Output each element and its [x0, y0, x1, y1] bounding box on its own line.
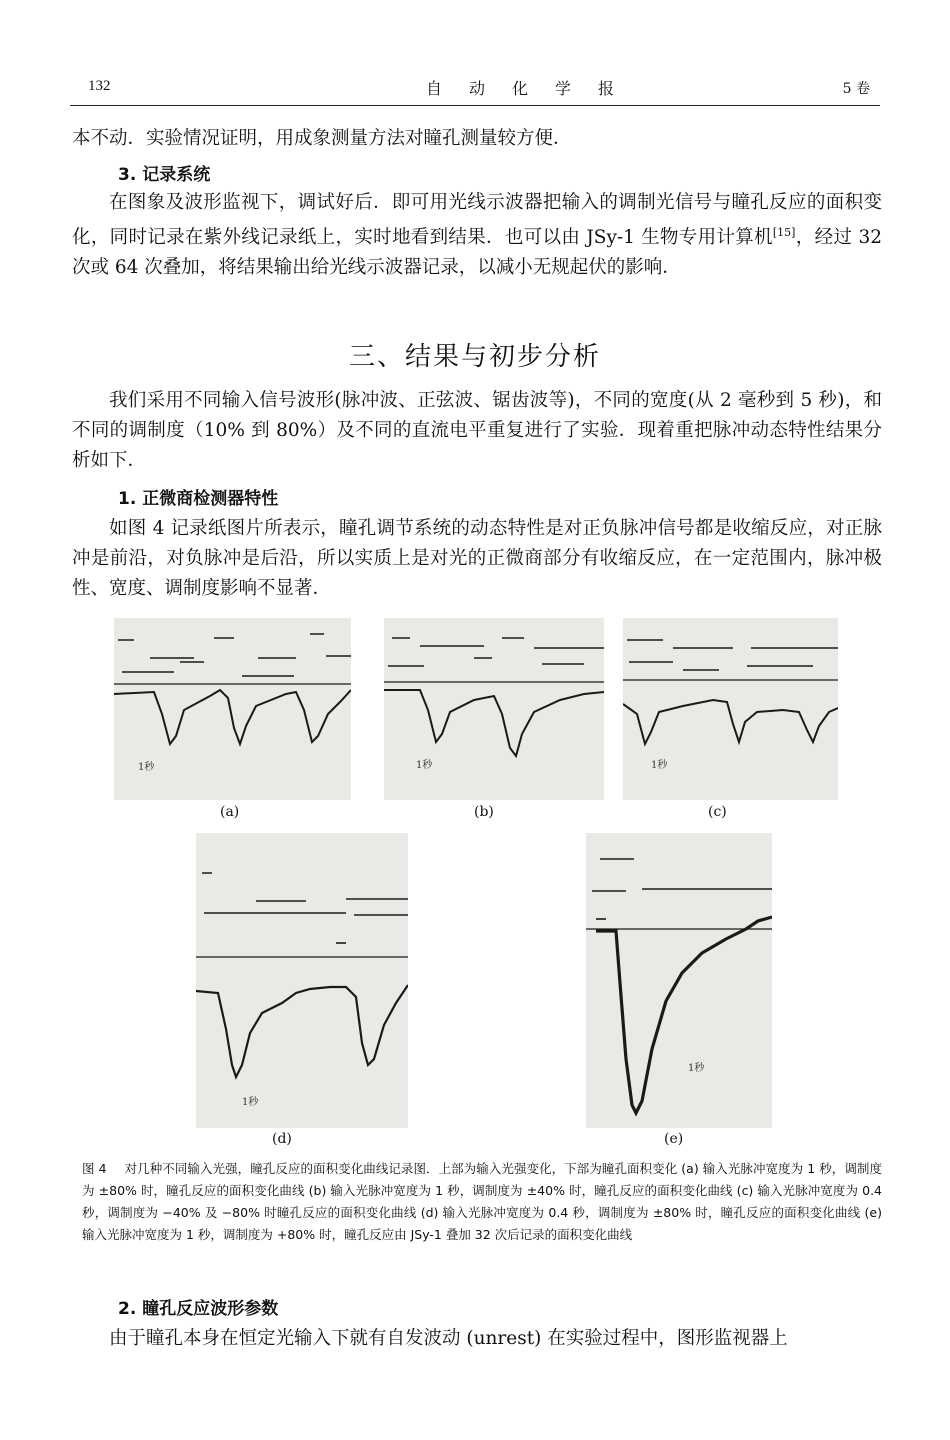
- scale-mark-c: 1秒: [651, 760, 668, 771]
- paragraph-results-intro: 我们采用不同输入信号波形(脉冲波、正弦波、锯齿波等)，不同的宽度(从 2 毫秒到 5 秒)，和不同的调制度（10% 到 80%）及不同的直流电平重复进行了实验．现着重把脉冲动态特性结果分析如下．: [72, 390, 882, 471]
- page-number: 132: [88, 78, 111, 94]
- figure-panel-a: [114, 618, 351, 800]
- trace-b: [384, 618, 604, 800]
- caption-figure-number: 图 4: [82, 1161, 107, 1176]
- recording-text-a: 在图象及波形监视下，调试好后．即可用光线示波器把输入的调制光信号与瞳孔反应的面积变化，同时记录在紫外线记录纸上，实时地看到结果．也可以由 JSy-1 生物专用计算机: [72, 192, 882, 249]
- caption-text: 对几种不同输入光强，瞳孔反应的面积变化曲线记录图．上部为输入光强变化，下部为瞳孔面积变化 (a) 输入光脉冲宽度为 1 秒，调制度为 ±80% 时，瞳孔反应的面积变化曲线 (b) 输入光脉冲宽度为 1 秒，调制度为 ±40% 时，瞳孔反应的面积变化曲线 (c) 输入光脉冲宽度为 0.4 秒，调制度为 −40% 及 −80% 时瞳孔反应的面积变化曲线 (d) 输入光脉冲宽度为 0.4 秒，调制度为 ±80% 时，瞳孔反应的面积变化曲线 (e) 输入光脉冲宽度为 1 秒，调制度为 +80% 时，瞳孔反应由 JSy-1 叠加 32 次后记录的面积变化曲线: [82, 1161, 882, 1242]
- scale-mark-b: 1秒: [416, 760, 433, 771]
- label-d: (d): [272, 1131, 292, 1147]
- figure-caption: [82, 1158, 882, 1246]
- figure-panel-b: [384, 618, 604, 800]
- figure-panel-d: [196, 833, 408, 1128]
- paragraph-detector: 如图 4 记录纸图片所表示，瞳孔调节系统的动态特性是对正负脉冲信号都是收缩反应，对正脉冲是前沿，对负脉冲是后沿，所以实质上是对光的正微商部分有收缩反应，在一定范围内，脉冲极性、宽度、调制度影响不显著．: [72, 518, 882, 599]
- heading-recording-system: 3. 记录系统: [118, 165, 211, 185]
- volume-label: 5 卷: [842, 81, 870, 97]
- label-a: (a): [220, 804, 240, 820]
- trace-c: [623, 618, 838, 800]
- reference-mark: [15]: [772, 226, 796, 239]
- recording-text-b: ，经过 32 次或 64 次叠加，将结果输出给光线示波器记录，以减小无规起伏的影响．: [72, 227, 883, 279]
- label-b: (b): [474, 804, 494, 820]
- paragraph-recording-system: [72, 188, 882, 283]
- heading-waveform-params: 2. 瞳孔反应波形参数: [118, 1299, 279, 1319]
- section-title: 三、结果与初步分析: [348, 342, 601, 372]
- scale-mark-a: 1秒: [138, 762, 155, 773]
- trace-d: [196, 833, 408, 1128]
- figure-panel-c: [623, 618, 838, 800]
- running-header: [70, 72, 880, 106]
- trace-e: [586, 833, 772, 1128]
- label-c: (c): [708, 804, 727, 820]
- figure-panel-e: [586, 833, 772, 1128]
- paragraph-intro: 本不动．实验情况证明，用成象测量方法对瞳孔测量较方便．: [72, 128, 572, 149]
- scale-mark-d: 1秒: [242, 1097, 259, 1108]
- trace-a: [114, 618, 351, 800]
- label-e: (e): [664, 1131, 684, 1147]
- heading-detector: 1. 正微商检测器特性: [118, 489, 279, 509]
- scale-mark-e: 1秒: [688, 1063, 705, 1074]
- journal-title: 自动化学报: [426, 79, 642, 98]
- paragraph-waveform-params: 由于瞳孔本身在恒定光输入下就有自发波动 (unrest) 在实验过程中，图形监视器上: [109, 1328, 788, 1349]
